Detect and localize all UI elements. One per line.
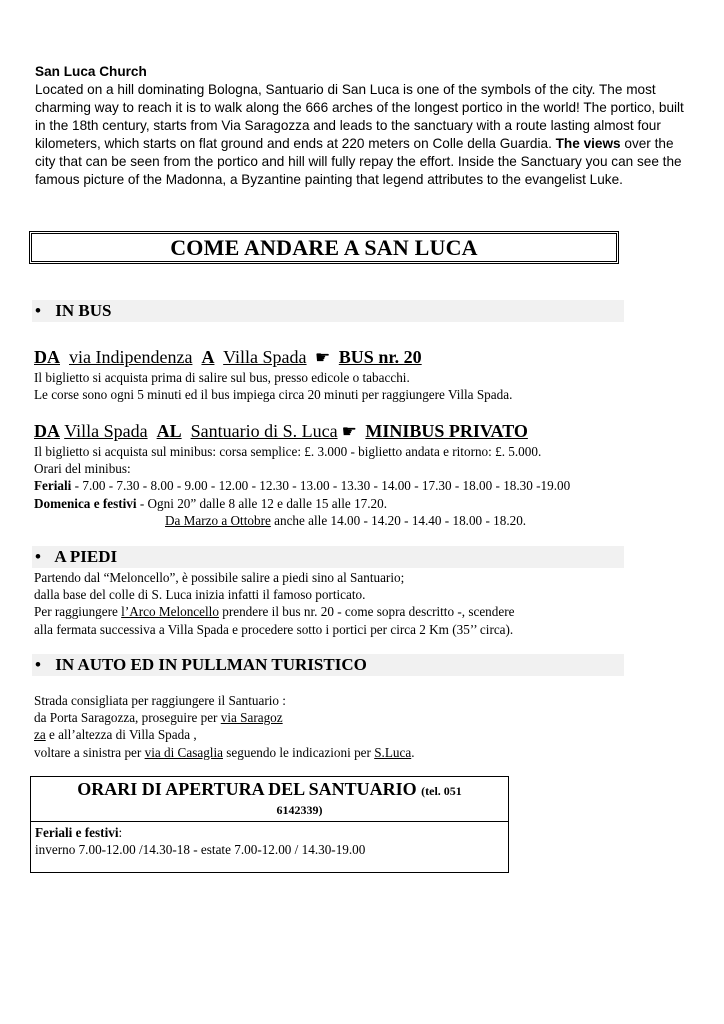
opening-hours-body xyxy=(31,822,508,860)
via-casaglia-text: via di Casaglia xyxy=(144,744,223,760)
feriali-label: Feriali xyxy=(34,478,72,494)
piedi-line-2: dalla base del colle di S. Luca inizia infatti il famoso porticato. xyxy=(34,587,366,603)
bullet-icon: • xyxy=(35,655,41,674)
piedi-line-3 xyxy=(34,603,514,620)
opening-hours-box xyxy=(30,776,509,873)
route-2-heading xyxy=(34,420,528,443)
piedi-line-3-start: Per raggiungere xyxy=(34,604,122,620)
opening-hours-tel-part2: 6142339) xyxy=(276,803,323,817)
feriali-times-row xyxy=(34,477,570,494)
route-1-bus: BUS nr. 20 xyxy=(338,347,422,367)
marzo-times: anche alle 14.00 - 14.20 - 14.40 - 18.00 - 18.20. xyxy=(270,512,527,528)
auto-line-3 xyxy=(34,726,415,743)
intro-text-part2: over the city that can be seen from the portico and hill will fully repay the effort. Inside the Sanctuary you can see the famous picture of the Madonna, a Byzantine painting that legend attributes to the evangelist Luke. xyxy=(35,136,682,187)
domenica-times: - Ogni 20” dalle 8 alle 12 e dalle 15 alle 17.20. xyxy=(136,495,388,511)
route-2-info xyxy=(34,443,570,529)
piedi-line-3-end: prendere il bus nr. 20 - come sopra descritto -, scendere xyxy=(218,604,515,620)
main-title-box xyxy=(29,231,619,264)
auto-line-1: Strada consigliata per raggiungere il Santuario : xyxy=(34,693,286,708)
section-heading-auto-label: IN AUTO ED IN PULLMAN TURISTICO xyxy=(55,655,367,674)
route-1-line-2: Le corse sono ogni 5 minuti ed il bus impiega circa 20 minuti per raggiungere Villa Spada. xyxy=(34,387,513,403)
route-2-bus: MINIBUS PRIVATO xyxy=(365,421,528,441)
domenica-times-row xyxy=(34,495,570,512)
route-2-al: AL xyxy=(156,421,182,441)
auto-line-4-end: . xyxy=(411,744,415,760)
intro-bold-views: The views xyxy=(555,136,621,151)
route-1-heading xyxy=(34,346,422,369)
opening-hours-label: Feriali e festivi xyxy=(35,825,119,840)
route-2-line-2: Orari del minibus: xyxy=(34,461,131,477)
bullet-icon: • xyxy=(35,301,41,320)
marzo-times-row xyxy=(34,512,570,529)
pointing-hand-icon: ☛ xyxy=(341,422,357,441)
route-1-line-1: Il biglietto si acquista prima di salire sul bus, presso edicole o tabacchi. xyxy=(34,370,410,385)
route-1-from: via Indipendenza xyxy=(69,347,193,367)
piedi-line-4: alla fermata successiva a Villa Spada e procedere sotto i portici per circa 2 Km (35’’ circa). xyxy=(34,621,514,637)
via-saragozza-part1: via Saragoz xyxy=(220,710,283,726)
bullet-icon: • xyxy=(35,547,41,566)
feriali-times: - 7.00 - 7.30 - 8.00 - 9.00 - 12.00 - 12.30 - 13.00 - 13.30 - 14.00 - 17.30 - 18.00 - 18.30 -19.00 xyxy=(71,478,571,494)
domenica-label: Domenica e festivi xyxy=(34,495,137,511)
route-2-da: DA xyxy=(34,421,60,441)
intro-text xyxy=(35,81,685,189)
pointing-hand-icon: ☛ xyxy=(315,348,331,367)
intro-title: San Luca Church xyxy=(35,64,147,79)
arco-meloncello-text: l’Arco Meloncello xyxy=(121,604,219,620)
auto-info xyxy=(34,692,415,761)
route-1-a: A xyxy=(201,347,215,367)
piedi-line-1: Partendo dal “Meloncello”, è possibile salire a piedi sino al Santuario; xyxy=(34,570,405,585)
auto-line-2 xyxy=(34,709,415,726)
main-title: COME ANDARE A SAN LUCA xyxy=(170,234,478,260)
piedi-info xyxy=(34,569,514,638)
opening-hours-title: ORARI DI APERTURA DEL SANTUARIO xyxy=(77,779,417,799)
auto-line-4 xyxy=(34,744,415,761)
via-saragozza-part2: za xyxy=(34,727,46,743)
intro-paragraph xyxy=(35,63,685,189)
route-2-from: Villa Spada xyxy=(64,421,148,441)
section-heading-piedi xyxy=(32,546,624,568)
opening-hours-colon: : xyxy=(118,825,123,840)
auto-line-3-end: e all’altezza di Villa Spada , xyxy=(45,727,197,743)
s-luca-text: S.Luca xyxy=(374,744,412,760)
opening-hours-times: inverno 7.00-12.00 /14.30-18 - estate 7.00-12.00 / 14.30-19.00 xyxy=(35,842,366,857)
intro-text-part1: Located on a hill dominating Bologna, Santuario di San Luca is one of the symbols of the city. The most charming way to reach it is to walk along the 666 arches of the longest portico in the world! The portico, built in the 18th century, starts from Via Saragozza and leads to the sanctuary with a route lasting almost four kilometers, which starts on flat ground and ends at 220 meters on Colle della Guardia. xyxy=(35,82,684,151)
route-2-line-1: Il biglietto si acquista sul minibus: corsa semplice: £. 3.000 - biglietto andata e ritorno: £. 5.000. xyxy=(34,444,542,459)
auto-line-4-start: voltare a sinistra per xyxy=(34,744,145,760)
route-1-to: Villa Spada xyxy=(223,347,307,367)
section-heading-auto xyxy=(32,654,624,676)
opening-hours-tel-part1: (tel. 051 xyxy=(421,784,462,798)
opening-hours-label-row xyxy=(35,824,504,841)
route-1-info xyxy=(34,369,512,403)
section-heading-piedi-label: A PIEDI xyxy=(54,547,118,566)
opening-hours-header xyxy=(31,777,508,822)
route-1-da: DA xyxy=(34,347,60,367)
section-heading-bus-label: IN BUS xyxy=(55,301,112,320)
auto-line-4-mid: seguendo le indicazioni per xyxy=(222,744,375,760)
marzo-period: Da Marzo a Ottobre xyxy=(165,512,271,528)
route-2-to: Santuario di S. Luca xyxy=(190,421,338,441)
section-heading-bus xyxy=(32,300,624,322)
auto-line-2-start: da Porta Saragozza, proseguire per xyxy=(34,710,221,726)
